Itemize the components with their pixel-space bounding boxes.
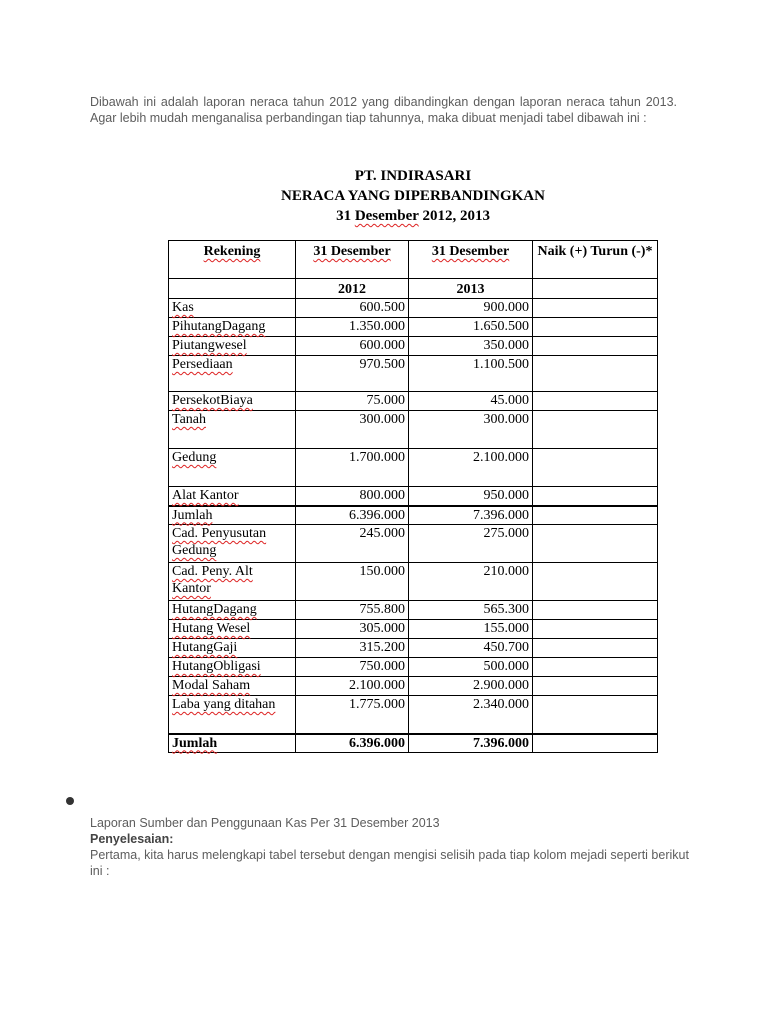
row-account-name: Piutangwesel — [169, 337, 296, 356]
row-value-2012: 75.000 — [296, 392, 409, 411]
row-account-name: Jumlah — [169, 506, 296, 525]
solution-label: Penyelesaian: — [90, 832, 174, 846]
row-change — [533, 734, 658, 753]
row-change — [533, 563, 658, 601]
row-change — [533, 299, 658, 318]
row-value-2012: 245.000 — [296, 525, 409, 563]
row-value-2012: 1.350.000 — [296, 318, 409, 337]
row-account-name: HutangGaji — [169, 639, 296, 658]
header-2012: 31 Desember — [296, 241, 409, 279]
row-value-2012: 800.000 — [296, 487, 409, 506]
row-account-name: Jumlah — [169, 734, 296, 753]
row-value-2013: 1.650.500 — [409, 318, 533, 337]
row-value-2012: 755.800 — [296, 601, 409, 620]
table-row — [169, 411, 658, 449]
row-account-name: HutangObligasi — [169, 658, 296, 677]
row-value-2013: 300.000 — [409, 411, 533, 449]
row-value-2013: 900.000 — [409, 299, 533, 318]
row-value-2013: 210.000 — [409, 563, 533, 601]
year-2013: 2013 — [409, 279, 533, 299]
table-row — [169, 639, 658, 658]
date-years: 2012, 2013 — [422, 208, 490, 224]
row-value-2013: 350.000 — [409, 337, 533, 356]
row-value-2012: 600.500 — [296, 299, 409, 318]
row-value-2013: 950.000 — [409, 487, 533, 506]
table-row — [169, 601, 658, 620]
row-value-2013: 450.700 — [409, 639, 533, 658]
row-account-name: Gedung — [169, 449, 296, 487]
row-change — [533, 525, 658, 563]
report-date — [168, 206, 658, 226]
balance-sheet-table — [168, 240, 658, 753]
row-account-name: Modal Saham — [169, 677, 296, 696]
intro-paragraph: Dibawah ini adalah laporan neraca tahun 2012 yang dibandingkan dengan laporan neraca tahun 2013. Agar lebih mudah menganalisa perbandingan tiap tahunnya, maka dibuat menjadi tabel dibawah ini : — [90, 95, 677, 125]
row-value-2012: 2.100.000 — [296, 677, 409, 696]
row-value-2012: 315.200 — [296, 639, 409, 658]
row-account-name: PihutangDagang — [169, 318, 296, 337]
row-value-2013: 155.000 — [409, 620, 533, 639]
table-row — [169, 299, 658, 318]
table-row — [169, 677, 658, 696]
table-row — [169, 356, 658, 392]
table-row — [169, 449, 658, 487]
row-value-2012: 6.396.000 — [296, 734, 409, 753]
row-value-2012: 1.700.000 — [296, 449, 409, 487]
row-change — [533, 487, 658, 506]
row-value-2012: 750.000 — [296, 658, 409, 677]
table-row — [169, 487, 658, 506]
row-value-2013: 275.000 — [409, 525, 533, 563]
table-row — [169, 563, 658, 601]
year-change-blank — [533, 279, 658, 299]
row-value-2013: 2.900.000 — [409, 677, 533, 696]
solution-text: Pertama, kita harus melengkapi tabel tersebut dengan mengisi selisih pada tiap kolom mejadi seperti berikut ini : — [90, 848, 689, 878]
row-value-2013: 7.396.000 — [409, 506, 533, 525]
header-2013: 31 Desember — [409, 241, 533, 279]
table-year-row — [169, 279, 658, 299]
row-change — [533, 449, 658, 487]
row-value-2012: 970.500 — [296, 356, 409, 392]
row-change — [533, 318, 658, 337]
row-value-2012: 300.000 — [296, 411, 409, 449]
row-account-name: HutangDagang — [169, 601, 296, 620]
row-account-name: PersekotBiaya — [169, 392, 296, 411]
row-account-name: Kas — [169, 299, 296, 318]
table-row — [169, 318, 658, 337]
section-title: Laporan Sumber dan Penggunaan Kas Per 31 Desember 2013 — [90, 816, 440, 830]
row-value-2013: 2.100.000 — [409, 449, 533, 487]
table-header-row — [169, 241, 658, 279]
row-value-2013: 565.300 — [409, 601, 533, 620]
row-value-2012: 1.775.000 — [296, 696, 409, 734]
row-change — [533, 506, 658, 525]
row-value-2013: 500.000 — [409, 658, 533, 677]
row-value-2012: 150.000 — [296, 563, 409, 601]
row-account-name: Laba yang ditahan — [169, 696, 296, 734]
row-value-2013: 1.100.500 — [409, 356, 533, 392]
report-title: NERACA YANG DIPERBANDINGKAN — [281, 188, 545, 204]
row-change — [533, 658, 658, 677]
table-row — [169, 734, 658, 753]
year-2012: 2012 — [296, 279, 409, 299]
row-value-2012: 600.000 — [296, 337, 409, 356]
date-day: 31 — [336, 208, 352, 224]
row-value-2012: 6.396.000 — [296, 506, 409, 525]
row-account-name: Hutang Wesel — [169, 620, 296, 639]
row-value-2012: 305.000 — [296, 620, 409, 639]
row-change — [533, 601, 658, 620]
row-account-name: Cad. Penyusutan Gedung — [169, 525, 296, 563]
table-row — [169, 525, 658, 563]
table-row — [169, 506, 658, 525]
date-month: Desember — [354, 208, 419, 224]
row-change — [533, 337, 658, 356]
row-change — [533, 696, 658, 734]
row-change — [533, 677, 658, 696]
row-change — [533, 411, 658, 449]
row-account-name: Tanah — [169, 411, 296, 449]
row-value-2013: 45.000 — [409, 392, 533, 411]
header-change: Naik (+) Turun (-)* — [533, 241, 658, 279]
table-row — [169, 658, 658, 677]
table-row — [169, 696, 658, 734]
row-account-name: Cad. Peny. Alt Kantor — [169, 563, 296, 601]
row-change — [533, 620, 658, 639]
table-row — [169, 620, 658, 639]
row-change — [533, 639, 658, 658]
table-row — [169, 337, 658, 356]
company-name: PT. INDIRASARI — [354, 168, 472, 184]
table-row — [169, 392, 658, 411]
row-account-name: Persediaan — [169, 356, 296, 392]
row-value-2013: 2.340.000 — [409, 696, 533, 734]
row-change — [533, 392, 658, 411]
bullet-point — [66, 797, 74, 805]
row-account-name: Alat Kantor — [169, 487, 296, 506]
row-change — [533, 356, 658, 392]
header-rekening: Rekening — [169, 241, 296, 279]
row-value-2013: 7.396.000 — [409, 734, 533, 753]
year-blank — [169, 279, 296, 299]
